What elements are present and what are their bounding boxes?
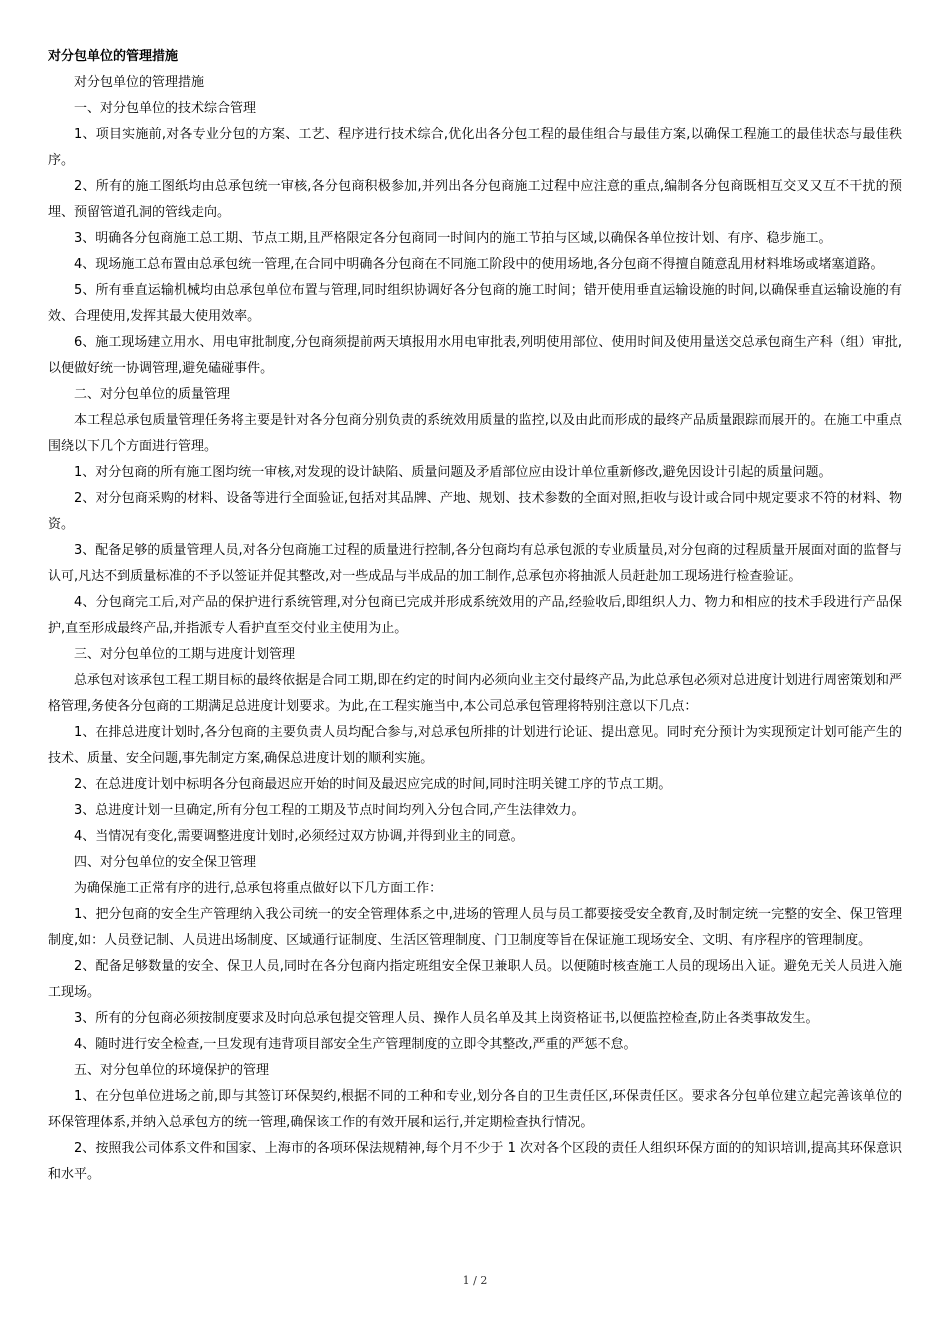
paragraph: 总承包对该承包工程工期目标的最终依据是合同工期,即在约定的时间内必须向业主交付最终产品,为此总承包必须对总进度计划进行周密策划和严格管理,务使各分包商的工期满足总进度计划要求。为此,在工程实施当中,本公司总承包管理将特别注意以下几点： <box>48 673 902 714</box>
document-title: 对分包单位的管理措施 <box>48 49 179 64</box>
section-heading: 五、对分包单位的环境保护的管理 <box>74 1063 270 1078</box>
paragraph: 1、在排总进度计划时,各分包商的主要负责人员均配合参与,对总承包所排的计划进行论证、提出意见。同时充分预计为实现预定计划可能产生的技术、质量、安全问题,事先制定方案,确保总进度计划的顺利实施。 <box>48 725 902 766</box>
document-page <box>48 44 902 1188</box>
paragraph: 3、总进度计划一旦确定,所有分包工程的工期及节点时间均列入分包合同,产生法律效力。 <box>74 803 585 818</box>
paragraph: 3、配备足够的质量管理人员,对各分包商施工过程的质量进行控制,各分包商均有总承包派的专业质量员,对分包商的过程质量开展面对面的监督与认可,凡达不到质量标准的不予以签证并促其整改,对一些成品与半成品的加工制作,总承包亦将抽派人员赶赴加工现场进行检查验证。 <box>48 543 902 584</box>
paragraph: 2、对分包商采购的材料、设备等进行全面验证,包括对其品牌、产地、规划、技术参数的全面对照,拒收与设计或合同中规定要求不符的材料、物资。 <box>48 491 902 532</box>
paragraph: 1、把分包商的安全生产管理纳入我公司统一的安全管理体系之中,进场的管理人员与员工都要接受安全教育,及时制定统一完整的安全、保卫管理制度,如：人员登记制、人员进出场制度、区域通行证制度、生活区管理制度、门卫制度等旨在保证施工现场安全、文明、有序程序的管理制度。 <box>48 907 902 948</box>
section-heading: 二、对分包单位的质量管理 <box>74 387 231 402</box>
paragraph: 对分包单位的管理措施 <box>74 75 205 90</box>
paragraph: 2、配备足够数量的安全、保卫人员,同时在各分包商内指定班组安全保卫兼职人员。以便随时核查施工人员的现场出入证。避免无关人员进入施工现场。 <box>48 959 902 1000</box>
paragraph: 1、对分包商的所有施工图均统一审核,对发现的设计缺陷、质量问题及矛盾部位应由设计单位重新修改,避免因设计引起的质量问题。 <box>74 465 832 480</box>
paragraph: 4、现场施工总布置由总承包统一管理,在合同中明确各分包商在不同施工阶段中的使用场地,各分包商不得擅自随意乱用材料堆场或堵塞道路。 <box>74 257 884 272</box>
document-body <box>48 70 902 1188</box>
paragraph: 为确保施工正常有序的进行,总承包将重点做好以下几方面工作： <box>74 881 443 896</box>
paragraph: 4、分包商完工后,对产品的保护进行系统管理,对分包商已完成并形成系统效用的产品,经验收后,即组织人力、物力和相应的技术手段进行产品保护,直至形成最终产品,并指派专人看护直至交付业主使用为止。 <box>48 595 902 636</box>
paragraph: 4、随时进行安全检查,一旦发现有违背项目部安全生产管理制度的立即令其整改,严重的严惩不怠。 <box>74 1037 637 1052</box>
paragraph: 3、明确各分包商施工总工期、节点工期,且严格限定各分包商同一时间内的施工节拍与区域,以确保各单位按计划、有序、稳步施工。 <box>74 231 832 246</box>
paragraph: 2、按照我公司体系文件和国家、上海市的各项环保法规精神,每个月不少于 1 次对各个区段的责任人组织环保方面的的知识培训,提高其环保意识和水平。 <box>48 1141 902 1182</box>
paragraph: 2、所有的施工图纸均由总承包统一审核,各分包商积极参加,并列出各分包商施工过程中应注意的重点,编制各分包商既相互交叉又互不干扰的预埋、预留管道孔洞的管线走向。 <box>48 179 902 220</box>
paragraph: 3、所有的分包商必须按制度要求及时向总承包提交管理人员、操作人员名单及其上岗资格证书,以便监控检查,防止各类事故发生。 <box>74 1011 819 1026</box>
section-heading: 四、对分包单位的安全保卫管理 <box>74 855 257 870</box>
paragraph: 本工程总承包质量管理任务将主要是针对各分包商分别负责的系统效用质量的监控,以及由此而形成的最终产品质量跟踪而展开的。在施工中重点围绕以下几个方面进行管理。 <box>48 413 902 454</box>
paragraph: 2、在总进度计划中标明各分包商最迟应开始的时间及最迟应完成的时间,同时注明关键工序的节点工期。 <box>74 777 672 792</box>
paragraph: 5、所有垂直运输机械均由总承包单位布置与管理,同时组织协调好各分包商的施工时间；错开使用垂直运输设施的时间,以确保垂直运输设施的有效、合理使用,发挥其最大使用效率。 <box>48 283 902 324</box>
section-heading: 三、对分包单位的工期与进度计划管理 <box>74 647 296 662</box>
paragraph: 1、在分包单位进场之前,即与其签订环保契约,根据不同的工种和专业,划分各自的卫生责任区,环保责任区。要求各分包单位建立起完善该单位的环保管理体系,并纳入总承包方的统一管理,确保该工作的有效开展和运行,并定期检查执行情况。 <box>48 1089 902 1130</box>
page-number: 1 / 2 <box>462 1274 488 1287</box>
section-heading: 一、对分包单位的技术综合管理 <box>74 101 257 116</box>
paragraph: 6、施工现场建立用水、用电审批制度,分包商须提前两天填报用水用电审批表,列明使用部位、使用时间及使用量送交总承包商生产科（组）审批,以便做好统一协调管理,避免磕碰事件。 <box>48 335 902 376</box>
paragraph: 4、当情况有变化,需要调整进度计划时,必须经过双方协调,并得到业主的同意。 <box>74 829 524 844</box>
paragraph: 1、项目实施前,对各专业分包的方案、工艺、程序进行技术综合,优化出各分包工程的最佳组合与最佳方案,以确保工程施工的最佳状态与最佳秩序。 <box>48 127 902 168</box>
